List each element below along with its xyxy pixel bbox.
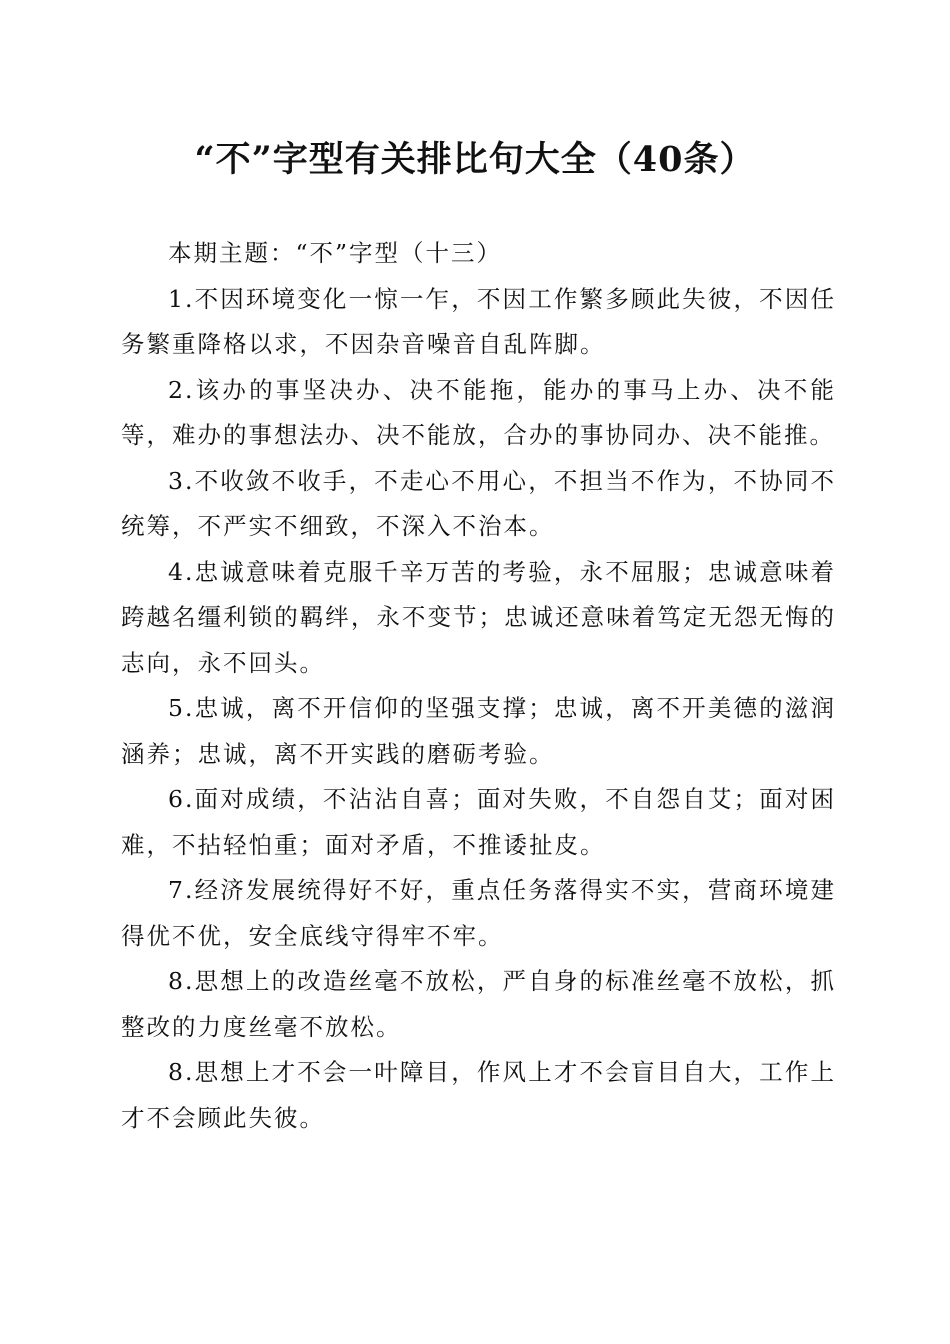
list-item: 8.思想上的改造丝毫不放松，严自身的标准丝毫不放松，抓整改的力度丝毫不放松。 xyxy=(121,967,836,1041)
document-title: “不”字型有关排比句大全（40条） xyxy=(194,139,756,180)
list-item: 2.该办的事坚决办、决不能拖，能办的事马上办、决不能等，难办的事想法办、决不能放，合办的事协同办、决不能推。 xyxy=(121,375,836,449)
list-item: 3.不收敛不收手，不走心不用心，不担当不作为，不协同不统筹，不严实不细致，不深入不治本。 xyxy=(121,466,836,540)
list-item: 4.忠诚意味着克服千辛万苦的考验，永不屈服；忠诚意味着跨越名缰利锁的羁绊，永不变节；忠诚还意味着笃定无怨无悔的志向，永不回头。 xyxy=(121,557,836,677)
list-item: 5.忠诚，离不开信仰的坚强支撑；忠诚，离不开美德的滋润涵养；忠诚，离不开实践的磨砺考验。 xyxy=(121,694,836,768)
list-item: 1.不因环境变化一惊一乍，不因工作繁多顾此失彼，不因任务繁重降格以求，不因杂音噪音自乱阵脚。 xyxy=(121,284,836,358)
list-item: 7.经济发展统得好不好，重点任务落得实不实，营商环境建得优不优，安全底线守得牢不牢。 xyxy=(121,876,836,950)
document-body xyxy=(121,231,836,1141)
list-item: 6.面对成绩，不沾沾自喜；面对失败，不自怨自艾；面对困难，不拈轻怕重；面对矛盾，不推诿扯皮。 xyxy=(121,785,836,859)
list-item: 8.思想上才不会一叶障目，作风上才不会盲目自大，工作上才不会顾此失彼。 xyxy=(121,1058,836,1132)
subject-line: 本期主题：“不”字型（十三） xyxy=(168,239,503,267)
